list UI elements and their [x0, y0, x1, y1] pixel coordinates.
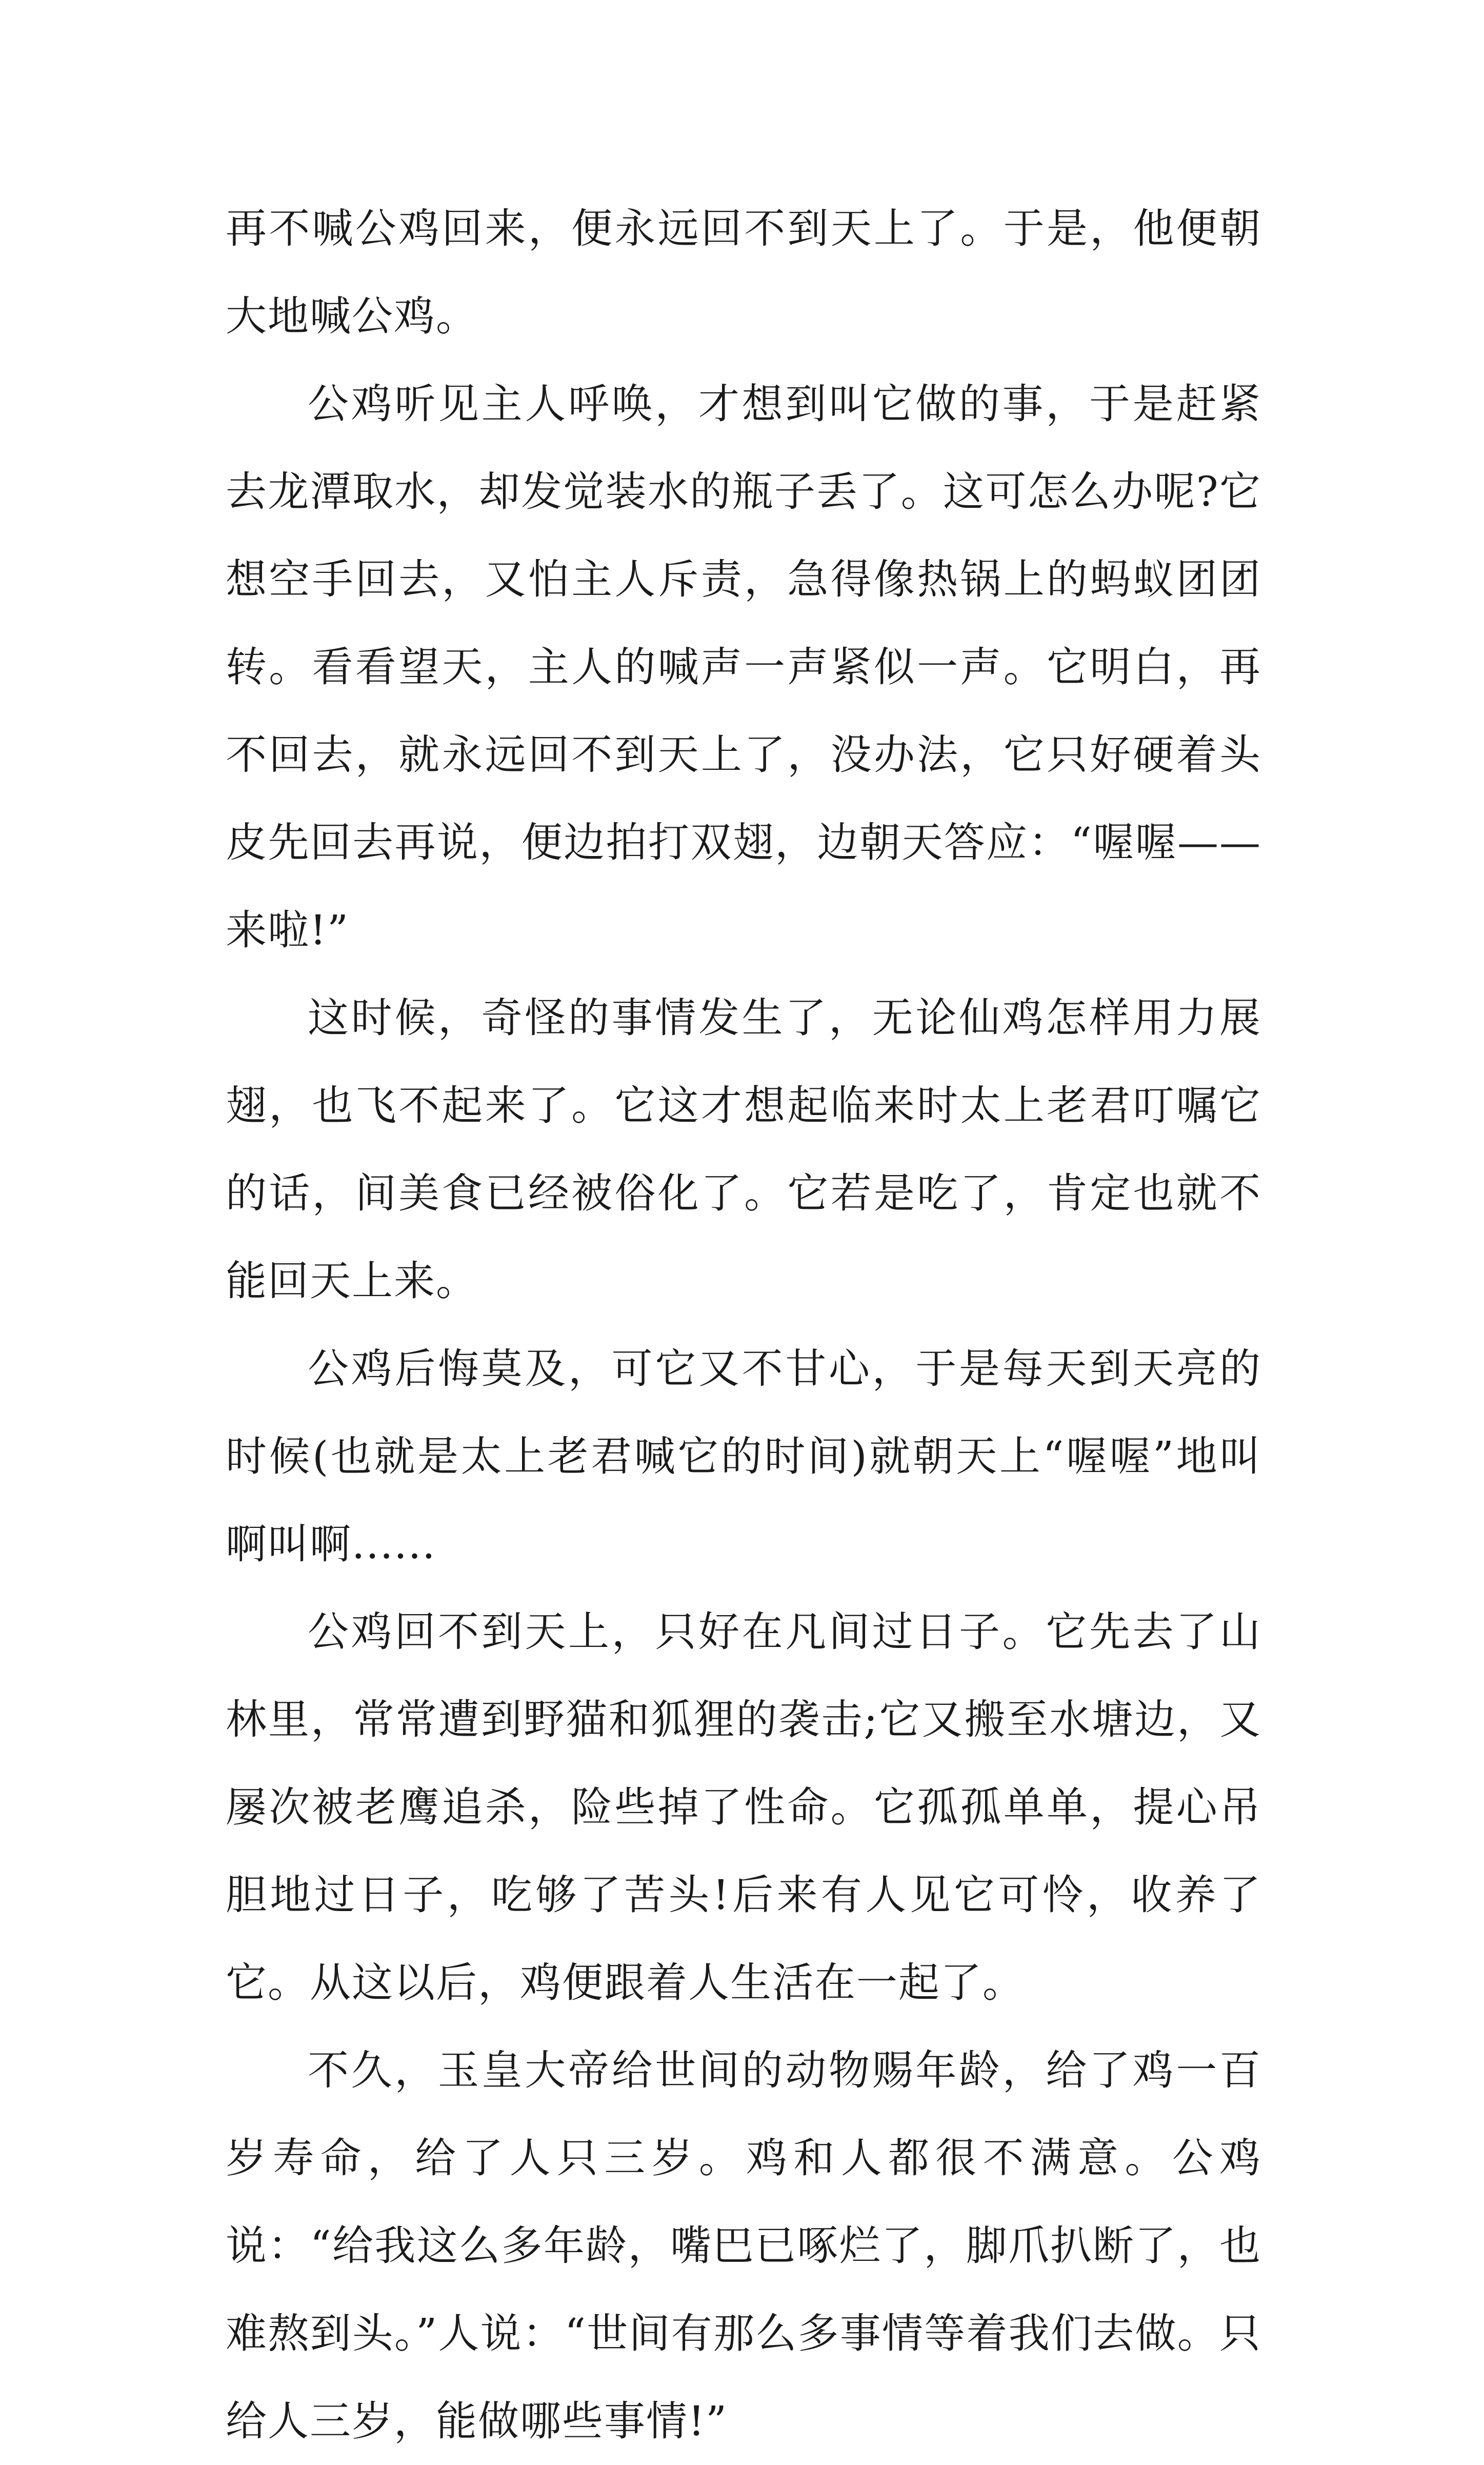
- paragraph-5: 公鸡回不到天上，只好在凡间过日子。它先去了山林里，常常遭到野猫和狐狸的袭击;它又搬至水塘边，又屡次被老鹰追杀，险些掉了性命。它孤孤单单，提心吊胆地过日子，吃够了苦头!后来有人见它可怜，收养了它。从这以后，鸡便跟着人生活在一起了。: [226, 1608, 1261, 2006]
- document-body: [226, 185, 1261, 2465]
- paragraph-6: 不久，玉皇大帝给世间的动物赐年龄，给了鸡一百岁寿命，给了人只三岁。鸡和人都很不满意。公鸡说：“给我这么多年龄，嘴巴已啄烂了，脚爪扒断了，也难熬到头。”人说：“世间有那么多事情等着我们去做。只给人三岁，能做哪些事情!”: [226, 2046, 1261, 2445]
- paragraph-4: 公鸡后悔莫及，可它又不甘心，于是每天到天亮的时候(也就是太上老君喊它的时间)就朝天上“喔喔”地叫啊叫啊......: [226, 1345, 1261, 1568]
- paragraph-1: 再不喊公鸡回来，便永远回不到天上了。于是，他便朝大地喊公鸡。: [226, 205, 1261, 340]
- paragraph-2: 公鸡听见主人呼唤，才想到叫它做的事，于是赶紧去龙潭取水，却发觉装水的瓶子丢了。这可怎么办呢?它想空手回去，又怕主人斥责，急得像热锅上的蚂蚁团团转。看看望天，主人的喊声一声紧似一声。它明白，再不回去，就永远回不到天上了，没办法，它只好硬着头皮先回去再说，便边拍打双翅，边朝天答应：“喔喔——来啦!”: [226, 380, 1261, 954]
- paragraph-3: 这时候，奇怪的事情发生了，无论仙鸡怎样用力展翅，也飞不起来了。它这才想起临来时太上老君叮嘱它的话，间美食已经被俗化了。它若是吃了，肯定也就不能回天上来。: [226, 994, 1261, 1305]
